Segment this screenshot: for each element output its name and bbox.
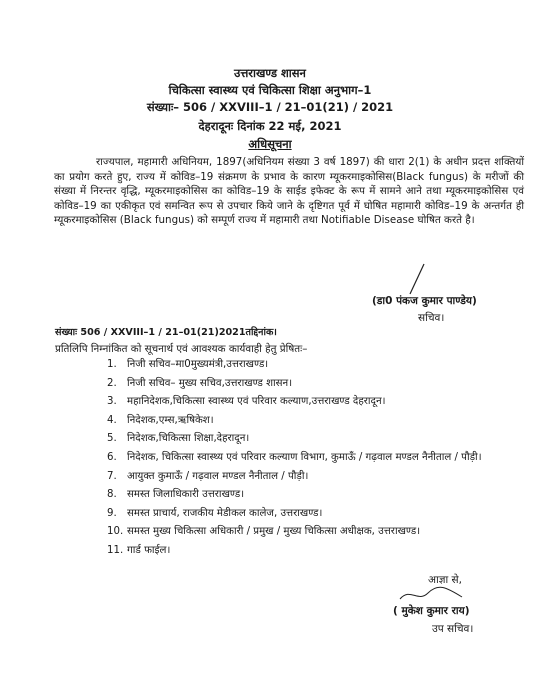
copy-reference: संख्याः 506 / XXVIII–1 / 21–01(21)2021तद्दिनांक। bbox=[55, 327, 277, 338]
list-item: 5. निदेशक,चिकित्सा शिक्षा,देहरादून। bbox=[107, 433, 250, 445]
place-date: देहरादूनः दिनांक 22 मई, 2021 bbox=[198, 119, 342, 133]
list-item: 10. समस्त मुख्य चिकित्सा अधिकारी / प्रमुख / मुख्य चिकित्सा अधीक्षक, उत्तराखण्ड। bbox=[107, 526, 421, 538]
signatory1-name: (डा0 पंकज कुमार पाण्डेय) bbox=[372, 295, 477, 307]
reference-number: संख्याः– 506 / XXVIII–1 / 21–01(21) / 2021 bbox=[146, 100, 394, 114]
by-order-text: आज्ञा से, bbox=[428, 574, 462, 586]
signature-stroke-icon bbox=[408, 262, 428, 296]
list-item: 7. आयुक्त कुमाऊँ / गढ़वाल मण्डल नैनीताल / पौड़ी। bbox=[107, 470, 309, 482]
list-item: 6. निदेशक, चिकित्सा स्वास्थ्य एवं परिवार कल्याण विभाग, कुमाऊँ / गढ़वाल मण्डल नैनीताल / पौड़ी। bbox=[107, 451, 482, 463]
list-item: 3. महानिदेशक,चिकित्सा स्वास्थ्य एवं परिवार कल्याण,उत्तराखण्ड देहरादून। bbox=[107, 396, 386, 408]
list-item: 11. गार्ड फाईल। bbox=[107, 544, 171, 556]
signatory2-name: ( मुकेश कुमार राय) bbox=[393, 605, 470, 617]
list-item: 1. निजी सचिव–मा0मुख्यमंत्री,उत्तराखण्ड। bbox=[107, 359, 269, 370]
signatory2-designation: उप सचिव। bbox=[432, 623, 474, 635]
govt-name: उत्तराखण्ड शासन bbox=[234, 66, 306, 80]
signature-scribble-icon bbox=[396, 583, 466, 605]
signatory1-designation: सचिव। bbox=[418, 312, 445, 324]
list-item: 2. निजी सचिव– मुख्य सचिव,उत्तराखण्ड शासन। bbox=[107, 377, 293, 389]
notification-body: राज्यपाल, महामारी अधिनियम, 1897(अधिनियम संख्या 3 वर्ष 1897) की धारा 2(1) के अधीन प्रदत्त शक्तियों का प्रयोग करते हुए, राज्य में कोविड–19 संक्रमण के प्रभाव के कारण म्यूकरमाइकोसिस(Black fungus) के मरीजों की संख्या में निरन्तर वृद्धि, म्यूकरमाइकोसिस का कोविड–19 के साईड इफेक्ट के रूप में सामने आने तथा म्यूकरमाइकोसिस एवं कोविड–19 का एकीकृत एवं समन्वित रूप से उपचार किये जाने के दृष्टिगत पूर्व में घोषित महामारी कोविड–19 के अन्तर्गत ही म्यूकरमाइकोसिस (Black fungus) को सम्पूर्ण राज्य में महामारी तथा Notifiable Disease घोषित करते है। bbox=[54, 156, 524, 227]
distribution-list bbox=[107, 358, 527, 563]
list-item: 8. समस्त जिलाधिकारी उत्तराखण्ड। bbox=[107, 489, 245, 501]
copy-intro: प्रतिलिपि निम्नांकित को सूचनार्थ एवं आवश्यक कार्यवाही हेतु प्रेषितः– bbox=[55, 343, 308, 355]
list-item: 4. निदेशक,एम्स,ऋषिकेश। bbox=[107, 414, 214, 426]
notification-title: अधिसूचना bbox=[248, 137, 292, 151]
list-item: 9. समस्त प्राचार्य, राजकीय मेडीकल कालेज, उत्तराखण्ड। bbox=[107, 507, 323, 519]
department-name: चिकित्सा स्वास्थ्य एवं चिकित्सा शिक्षा अनुभाग–1 bbox=[168, 83, 372, 97]
